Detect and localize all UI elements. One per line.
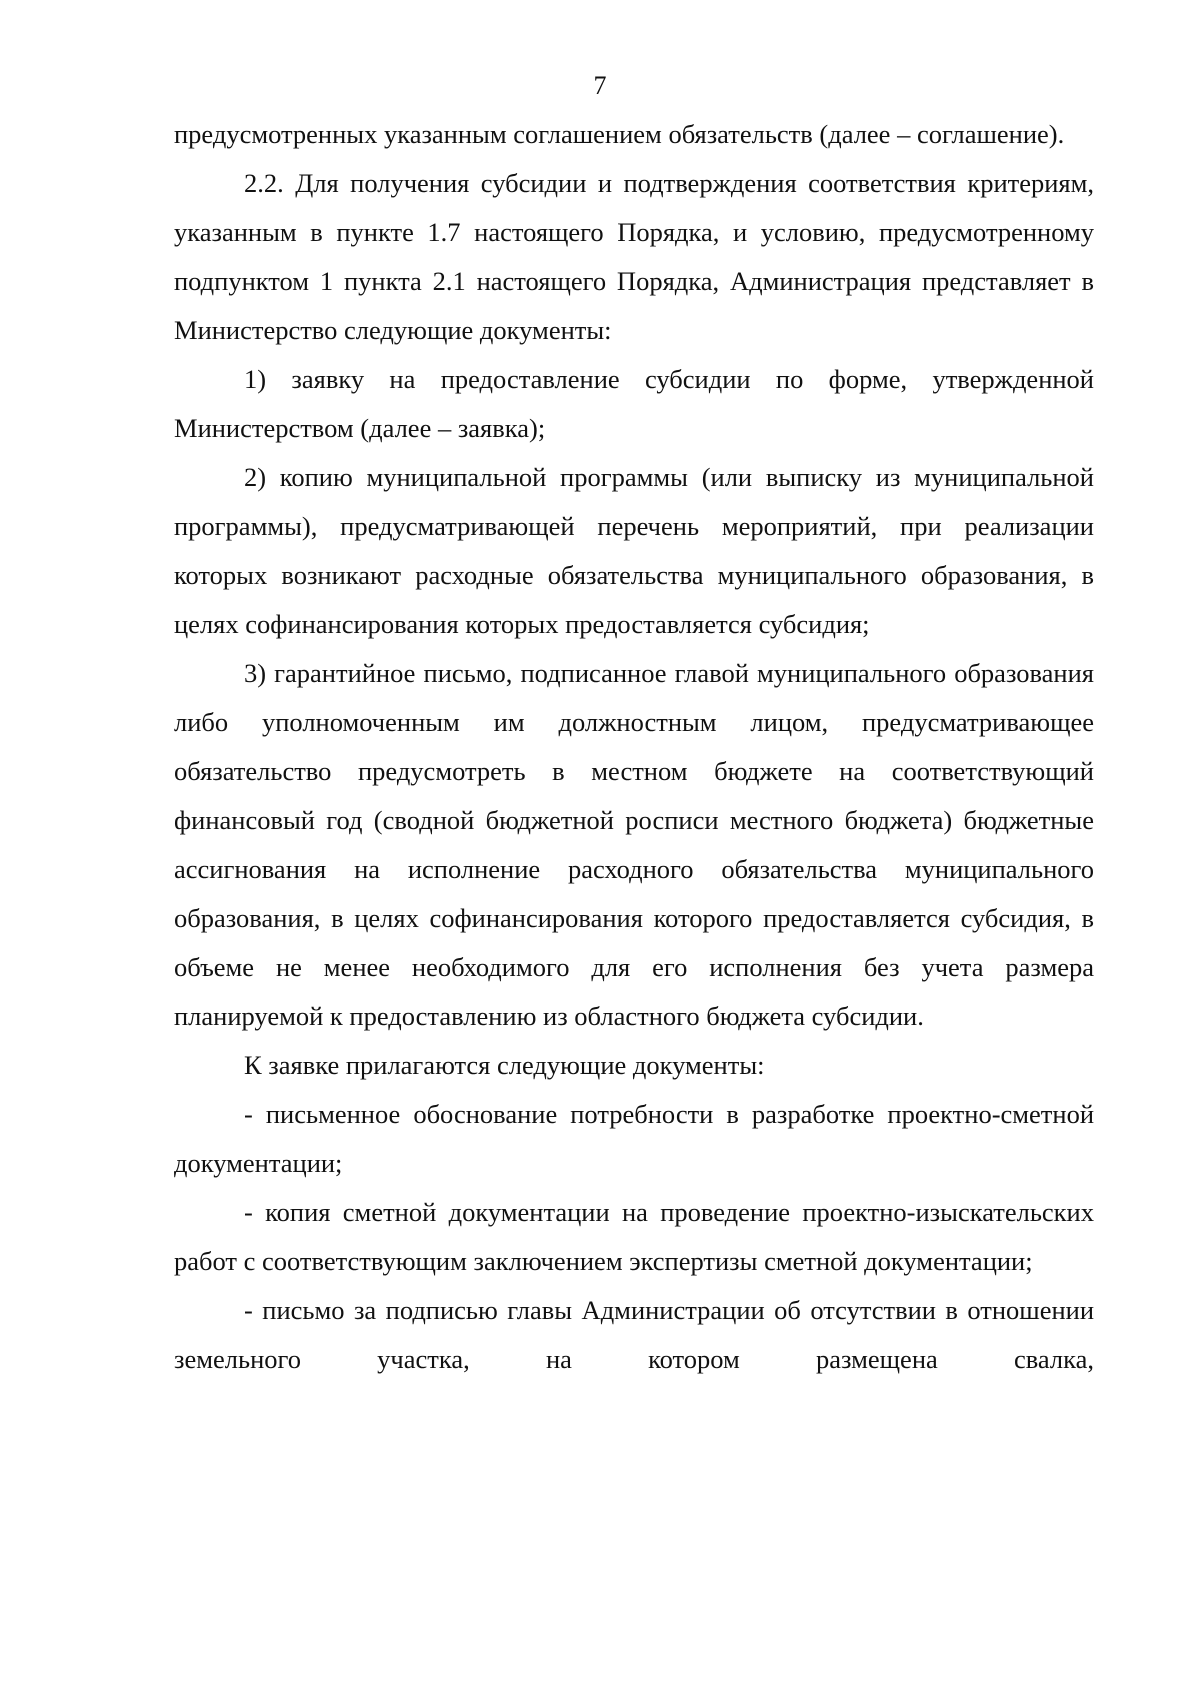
paragraph-attachment-3: - письмо за подписью главы Администрации об отсутствии в отношении земельного участка, на котором размещена свалка,	[174, 1295, 1094, 1374]
paragraph-attachment-2: - копия сметной документации на проведение проектно-изыскательских работ с соответствующим заключением экспертизы сметной документации;	[174, 1197, 1094, 1276]
paragraph-item-3: 3) гарантийное письмо, подписанное главой муниципального образования либо уполномоченным им должностным лицом, предусматривающее обязательство предусмотреть в местном бюджете на соответствующий финансовый год (сводной бюджетной росписи местного бюджета) бюджетные ассигнования на исполнение расходного обязательства муниципального образования, в целях софинансирования которого предоставляется субсидия, в объеме не менее необходимого для его исполнения без учета размера планируемой к предоставлению из областного бюджета субсидии.	[174, 658, 1094, 1031]
paragraph-attachments-intro: К заявке прилагаются следующие документы:	[244, 1050, 765, 1080]
paragraph-continuation: предусмотренных указанным соглашением обязательств (далее – соглашение).	[174, 119, 1065, 149]
page-number: 7	[593, 71, 607, 100]
paragraph-attachment-1: - письменное обоснование потребности в разработке проектно-сметной документации;	[174, 1099, 1094, 1178]
document-body	[174, 110, 1094, 1384]
paragraph-2-2: 2.2. Для получения субсидии и подтверждения соответствия критериям, указанным в пункте 1.7 настоящего Порядка, и условию, предусмотренному подпунктом 1 пункта 2.1 настоящего Порядка, Администрация представляет в Министерство следующие документы:	[174, 168, 1094, 345]
paragraph-item-2: 2) копию муниципальной программы (или выписку из муниципальной программы), предусматривающей перечень мероприятий, при реализации которых возникают расходные обязательства муниципального образования, в целях софинансирования которых предоставляется субсидия;	[174, 462, 1094, 639]
paragraph-item-1: 1) заявку на предоставление субсидии по форме, утвержденной Министерством (далее – заявка);	[174, 364, 1094, 443]
